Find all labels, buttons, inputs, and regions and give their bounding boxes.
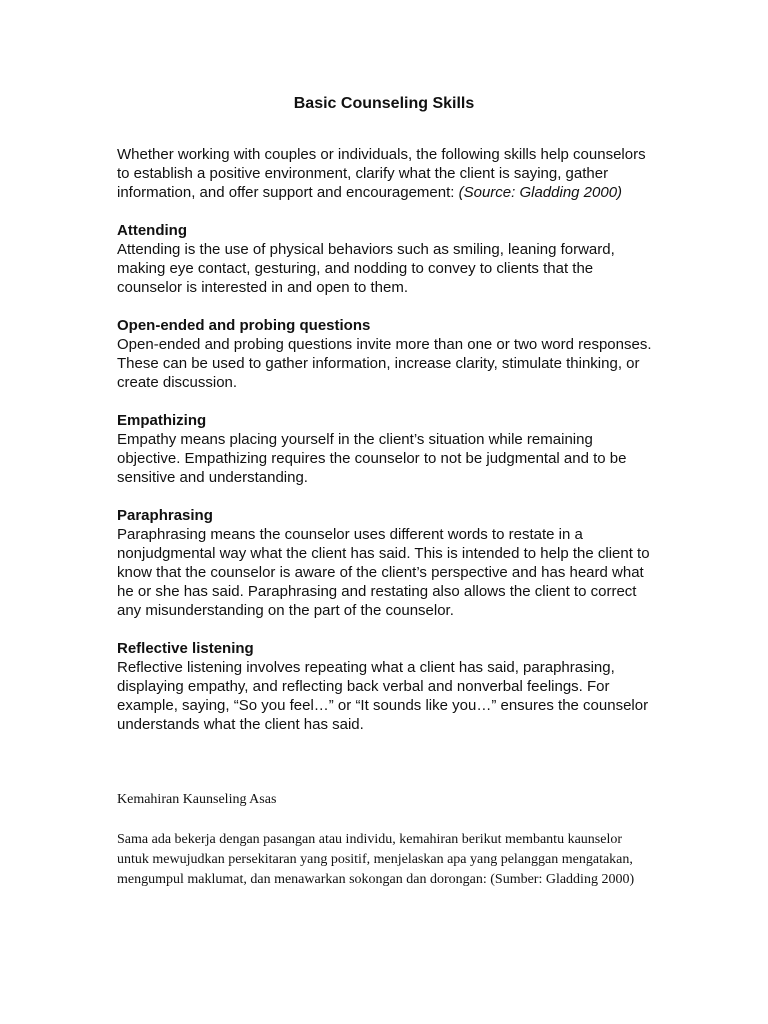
section-heading: Empathizing (117, 412, 207, 429)
malay-content (117, 790, 652, 890)
intro-source: (Source: Gladding 2000) (458, 184, 623, 201)
english-content (117, 145, 652, 753)
section-body: Paraphrasing means the counselor uses different words to restate in a nonjudgmental way what the client has said. This is intended to help the client to know that the counselor is aware of the client’s perspective and has heard what he or she has said. Paraphrasing and restating also allows the client to correct any misunderstanding on the part of the counselor. (117, 526, 650, 619)
intro-text: Whether working with couples or individuals, the following skills help counselors to establish a positive environment, clarify what the client is saying, gather information, and offer support and encouragement: (117, 146, 646, 201)
section-heading: Reflective listening (117, 640, 254, 657)
section-reflective-listening (117, 639, 652, 734)
section-body: Empathy means placing yourself in the client’s situation while remaining objective. Empathizing requires the counselor to not be judgmental and to be sensitive and understanding. (117, 431, 627, 486)
section-heading: Paraphrasing (117, 507, 213, 524)
section-attending (117, 221, 652, 297)
section-empathizing (117, 411, 652, 487)
section-body: Reflective listening involves repeating what a client has said, paraphrasing, displaying empathy, and reflecting back verbal and nonverbal feelings. For example, saying, “So you feel…” or “It sounds like you…” ensures the counselor understands what the client has said. (117, 659, 649, 733)
section-heading: Attending (117, 222, 187, 239)
section-heading: Open-ended and probing questions (117, 317, 371, 334)
section-paraphrasing (117, 506, 652, 620)
malay-heading: Kemahiran Kaunseling Asas (117, 792, 277, 807)
section-body: Open-ended and probing questions invite more than one or two word responses. These can be used to gather information, increase clarity, stimulate thinking, or create discussion. (117, 336, 652, 391)
malay-paragraph: Sama ada bekerja dengan pasangan atau individu, kemahiran berikut membantu kaunselor untuk mewujudkan persekitaran yang positif, menjelaskan apa yang pelanggan mengatakan, mengumpul maklumat, dan menawarkan sokongan dan dorongan: (Sumber: Gladding 2000) (117, 832, 635, 887)
intro-paragraph (117, 145, 652, 202)
section-body: Attending is the use of physical behaviors such as smiling, leaning forward, making eye contact, gesturing, and nodding to convey to clients that the counselor is interested in and open to them. (117, 241, 615, 296)
section-open-ended-questions (117, 316, 652, 392)
document-title: Basic Counseling Skills (293, 95, 475, 112)
